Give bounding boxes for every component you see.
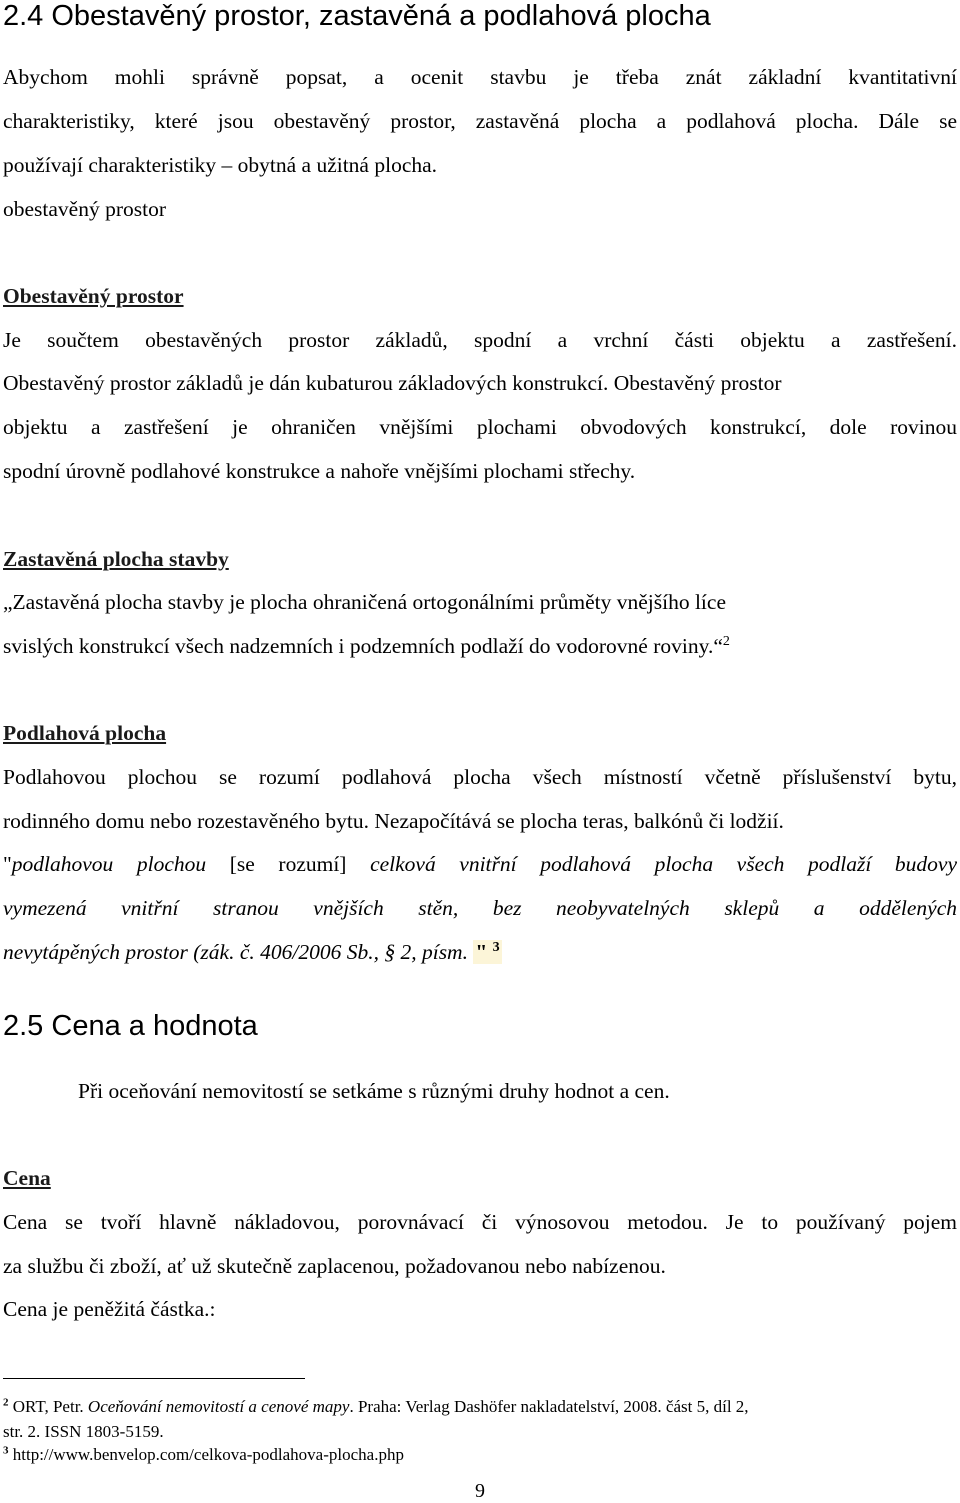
quote-line-3-text: nevytápěných prostor (zák. č. 406/2006 Sb., § 2, písm. (3, 940, 468, 964)
footnote-2-continuation: str. 2. ISSN 1803-5159. (3, 1422, 164, 1441)
cena-line-3: Cena je peněžitá částka.: (3, 1297, 216, 1321)
obestaveny-line-4: spodní úrovně podlahové konstrukce a nahoře vnějšími plochami střechy. (3, 459, 636, 483)
cena-line-1: Cena se tvoří hlavně nákladovou, porovnávací či výnosovou metodou. Je to používaný pojem (3, 1210, 957, 1234)
footnote-2-author: ORT, Petr. (12, 1397, 84, 1416)
obestaveny-line-3: objektu a zastřešení je ohraničen vnějšími plochami obvodových konstrukcí, dole rovinou (3, 415, 957, 439)
podlahova-quote-line-2: vymezená vnitřní stranou vnějších stěn, bez neobyvatelných sklepů a oddělených (3, 896, 957, 920)
cena-line-2: za službu či zboží, ať už skutečně zaplacenou, požadovanou nebo nabízenou. (3, 1254, 666, 1278)
section-title-2-5: 2.5 Cena a hodnota (3, 1010, 258, 1042)
footnote-ref-2[interactable]: 2 (722, 633, 730, 649)
intro-line-4: obestavěný prostor (3, 197, 167, 221)
obestaveny-line-2: Obestavěný prostor základů je dán kubaturou základových konstrukcí. Obestavěný prostor (3, 371, 782, 395)
footnote-3-number: 3 (3, 1444, 9, 1457)
quote-bracket: [se rozumí] (229, 852, 347, 876)
footnote-ref-3[interactable]: 3 (492, 939, 500, 955)
footnote-3-link[interactable]: http://www.benvelop.com/celkova-podlahova-plocha.php (12, 1445, 404, 1464)
zastavena-line-1: „Zastavěná plocha stavby je plocha ohraničená ortogonálními průměty vnějšího líce (3, 590, 726, 614)
footnote-2 (3, 1398, 749, 1415)
zastavena-line-2-text: svislých konstrukcí všech nadzemních i podzemních podlaží do vodorovné roviny.“ (3, 634, 723, 658)
podlahova-line-1: Podlahovou plochou se rozumí podlahová plocha všech místností včetně příslušenství bytu, (3, 765, 957, 789)
intro-line-2: charakteristiky, které jsou obestavěný prostor, zastavěná plocha a podlahová plocha. Dále se (3, 109, 957, 133)
podlahova-quote-line-3 (3, 939, 957, 964)
page-number: 9 (475, 1480, 485, 1502)
footnote-3 (3, 1446, 404, 1463)
cena-hodnota-intro: Při oceňování nemovitostí se setkáme s různými druhy hodnot a cen. (78, 1079, 670, 1103)
intro-line-3: používají charakteristiky – obytná a užitná plocha. (3, 153, 438, 177)
heading-obestaveny-prostor: Obestavěný prostor (3, 284, 184, 308)
quote-part-a: podlahovou plochou (11, 852, 207, 876)
obestaveny-line-1: Je součtem obestavěných prostor základů, spodní a vrchní části objektu a zastřešení. (3, 328, 957, 352)
podlahova-line-2: rodinného domu nebo rozestavěného bytu. Nezapočítává se plocha teras, balkónů či lodžií. (3, 809, 784, 833)
heading-zastavena-plocha: Zastavěná plocha stavby (3, 547, 229, 571)
quote-part-b: celková vnitřní podlahová plocha všech podlaží budovy (370, 852, 957, 876)
podlahova-quote-line-1 (3, 854, 957, 876)
quote-open-mark: " (3, 852, 12, 876)
footnote-2-title: Oceňování nemovitostí a cenové mapy (87, 1397, 350, 1416)
footnote-2-rest: . Praha: Verlag Dashöfer nakladatelství, 2008. část 5, díl 2, (349, 1397, 749, 1416)
heading-podlahova-plocha: Podlahová plocha (3, 721, 167, 745)
intro-line-1: Abychom mohli správně popsat, a ocenit stavbu je třeba znát základní kvantitativní (3, 65, 957, 89)
footnote-2-number: 2 (3, 1396, 9, 1409)
section-title-2-4: 2.4 Obestavěný prostor, zastavěná a podlahová plocha (3, 0, 711, 32)
heading-cena: Cena (3, 1166, 51, 1190)
quote-close-mark: " (475, 940, 488, 964)
footnote-separator (3, 1378, 305, 1379)
quote-close-highlight (473, 940, 501, 964)
zastavena-line-2 (3, 633, 957, 658)
